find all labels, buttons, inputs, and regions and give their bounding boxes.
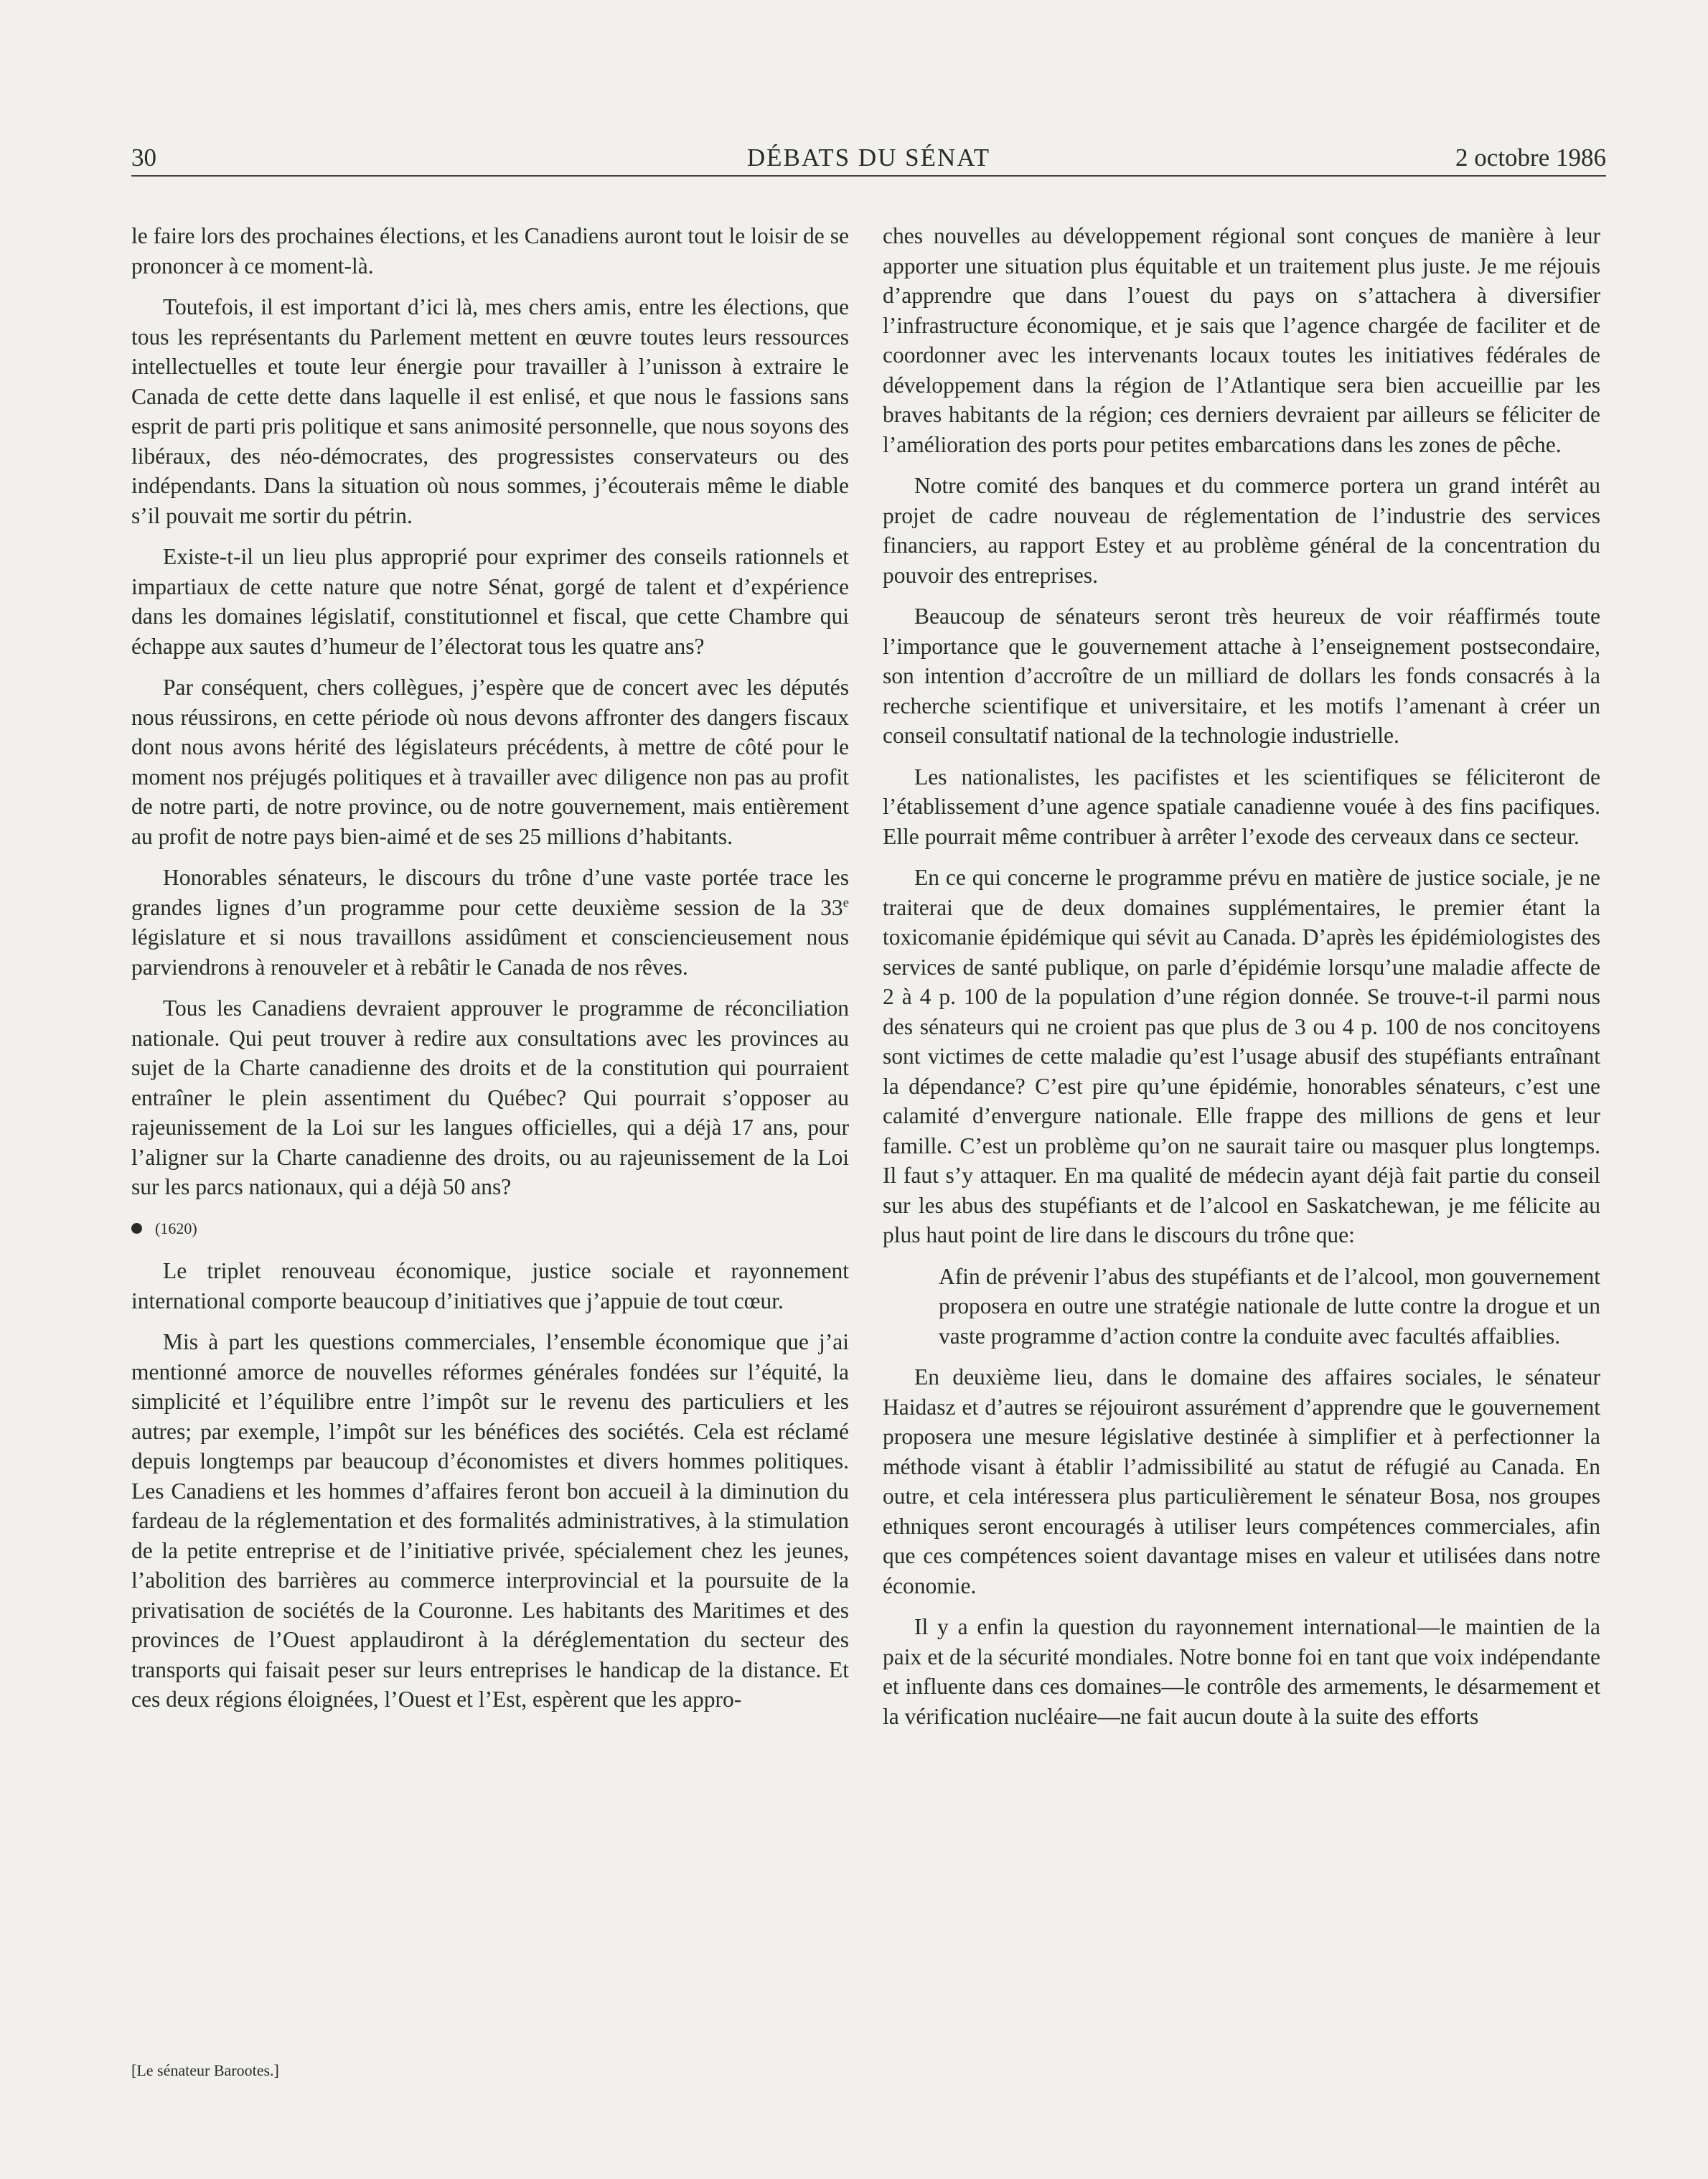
speaker-attribution: [Le sénateur Barootes.] [131,2061,279,2079]
paragraph: Tous les Canadiens devraient approuver le programme de réconciliation nationale. Qui peut trouver à redire aux consultations avec les provinces au sujet de la Charte canadienne des droits et de la constitution qui pourraient entraîner le plein assentiment du Québec? Qui pourrait s’opposer au rajeunissement de la Loi sur les langues officielles, qui a déjà 17 ans, pour l’aligner sur la Charte canadienne des droits, ou au rajeunissement de la Loi sur les parcs nationaux, qui a déjà 50 ans? [131,995,849,1199]
paragraph-text: législature et si nous travaillons assidûment et consciencieusement nous parviendrons à renouveler et à rebâtir le Canada de nos rêves. [131,924,849,980]
paragraph: Par conséquent, chers collègues, j’espère que de concert avec les députés nous réussirons, en cette période où nous devons affronter des dangers fiscaux dont nous avons hérité des législateurs précédents, à mettre de côté pour le moment nos préjugés politiques et à travailler avec diligence non pas au profit de notre parti, de notre province, ou de notre gouvernement, mais entièrement au profit de notre pays bien-aimé et de ses 25 millions d’habitants. [131,675,849,849]
block-quote: Afin de prévenir l’abus des stupéfiants et de l’alcool, mon gouvernement proposera en outre une stratégie nationale de lutte contre la drogue et un vaste programme d’action contre la conduite avec facultés affaiblies. [939,1263,1600,1349]
paragraph: En ce qui concerne le programme prévu en matière de justice sociale, je ne traiterai que de deux domaines supplémentaires, le premier étant la toxicomanie épidémique qui sévit au Canada. D’après les épidémiologistes des services de santé publique, on parle d’épidémie lorsqu’une maladie affecte de 2 à 4 p. 100 de la population d’une région donnée. Se trouve-t-il parmi nous des sénateurs qui ne croient pas que plus de 3 ou 4 p. 100 de nos concitoyens sont victimes de cette maladie qu’est l’usage abusif des stupéfiants entraînant la dépendance? C’est pire qu’une épidémie, honorables sénateurs, c’est une calamité d’envergure nationale. Elle frappe des millions de gens et leur famille. C’est un problème qu’on ne saurait taire ou masquer plus longtemps. Il faut s’y attaquer. En ma qualité de médecin ayant déjà fait partie du conseil sur les abus des stupéfiants et de l’alcool en Saskatchewan, je me félicite au plus haut point de lire dans le discours du trône que: [883,865,1600,1247]
time-marker [131,1214,849,1244]
paragraph: Les nationalistes, les pacifistes et les scientifiques se féliciteront de l’établissement d’une agence spatiale canadienne vouée à des fins pacifiques. Elle pourrait même contribuer à arrêter l’exode des cerveaux dans ce secteur. [883,764,1600,849]
paragraph: En deuxième lieu, dans le domaine des affaires sociales, le sénateur Haidasz et d’autres se réjouiront assurément d’apprendre que le gouvernement proposera une mesure législative destinée à simplifier et à perfectionner la méthode visant à établir l’admissibilité au statut de réfugié au Canada. En outre, et cela intéressera plus particulièrement le sénateur Bosa, nos groupes ethniques seront encouragés à utiliser leurs compétences commerciales, afin que ces compétences soient davantage mises en valeur et utilisées dans notre économie. [883,1364,1600,1598]
paragraph-text: Honorables sénateurs, le discours du trône d’une vaste portée trace les grandes lignes d’un programme pour cette deuxième session de la 33 [131,865,849,920]
time-marker-label: (1620) [155,1219,197,1237]
paragraph: Il y a enfin la question du rayonnement international—le maintien de la paix et de la sécurité mondiales. Notre bonne foi en tant que voix indépendante et influente dans ces domaines—le contrôle des armements, le désarmement et la vérification nucléaire—ne fait aucun doute à la suite des efforts [883,1614,1600,1729]
bullet-icon [131,1223,142,1234]
left-column [131,221,849,1726]
page-number: 30 [131,144,156,172]
issue-date: 2 octobre 1986 [1455,144,1606,172]
publication-title: DÉBATS DU SÉNAT [746,144,991,172]
paragraph: Beaucoup de sénateurs seront très heureux de voir réaffirmés toute l’importance que le gouvernement attache à l’enseignement postsecondaire, son intention d’accroître de un milliard de dollars les fonds consacrés à la recherche scientifique et universitaire, et les motifs l’amenant à créer un conseil consultatif national de la technologie industrielle. [883,604,1600,748]
ordinal-superscript: e [843,895,849,910]
paragraph: ches nouvelles au développement régional sont conçues de manière à leur apporter une situation plus équitable et un traitement plus juste. Je me réjouis d’apprendre que dans l’ouest du pays on s’attachera à diversifier l’infrastructure économique, et je sais que l’agence chargée de faciliter et de coordonner avec les intervenants locaux toutes les initiatives fédérales de développement dans la région de l’Atlantique sera bien accueillie par les braves habitants de la région; ces derniers devraient par ailleurs se féliciter de l’amélioration des ports pour petites embarcations dans les zones de pêche. [883,223,1600,457]
running-header [131,141,1606,175]
paragraph: Notre comité des banques et du commerce portera un grand intérêt au projet de cadre nouveau de réglementation de l’industrie des services financiers, au rapport Estey et au problème général de la concentration du pouvoir des entreprises. [883,473,1600,588]
paragraph: Toutefois, il est important d’ici là, mes chers amis, entre les élections, que tous les représentants du Parlement mettent en œuvre toutes leurs ressources intellectuelles et toute leur énergie pour travailler à l’unisson à extraire le Canada de cette dette dans laquelle il est enlisé, et que nous le fassions sans esprit de parti pris politique et sans animosité personnelle, que nous soyons des libéraux, des néo-démocrates, des progressistes conservateurs ou des indépendants. Dans la situation où nous sommes, j’écouterais même le diable s’il pouvait me sortir du pétrin. [131,294,849,528]
right-column [883,221,1600,1743]
header-rule [131,175,1606,177]
paragraph: Existe-t-il un lieu plus approprié pour exprimer des conseils rationnels et impartiaux de cette nature que notre Sénat, gorgé de talent et d’expérience dans les domaines législatif, constitutionnel et fiscal, que cette Chambre qui échappe aux sautes d’humeur de l’électorat tous les quatre ans? [131,544,849,659]
paragraph [131,863,849,982]
paragraph: Mis à part les questions commerciales, l’ensemble économique que j’ai mentionné amorce de nouvelles réformes générales fondées sur l’équité, la simplicité et l’équilibre entre l’impôt sur le revenu des particuliers et les autres; par exemple, l’impôt sur les bénéfices des sociétés. Cela est réclamé depuis longtemps par beaucoup d’économistes et divers hommes politiques. Les Canadiens et les hommes d’affaires feront bon accueil à la diminution du fardeau de la réglementation et des formalités administratives, à la stimulation de la petite entreprise et de l’initiative privée, spécialement chez les jeunes, l’abolition des barrières au commerce interprovincial et la poursuite de la privatisation de sociétés de la Couronne. Les habitants des Maritimes et des provinces de l’Ouest applaudiront à la déréglementation du secteur des transports qui faisait peser sur leurs entreprises le handicap de la distance. Et ces deux régions éloignées, l’Ouest et l’Est, espèrent que les appro- [131,1329,849,1712]
paragraph: le faire lors des prochaines élections, et les Canadiens auront tout le loisir de se prononcer à ce moment-là. [131,223,849,278]
paragraph: Le triplet renouveau économique, justice sociale et rayonnement international comporte beaucoup d’initiatives que j’appuie de tout cœur. [131,1258,849,1313]
